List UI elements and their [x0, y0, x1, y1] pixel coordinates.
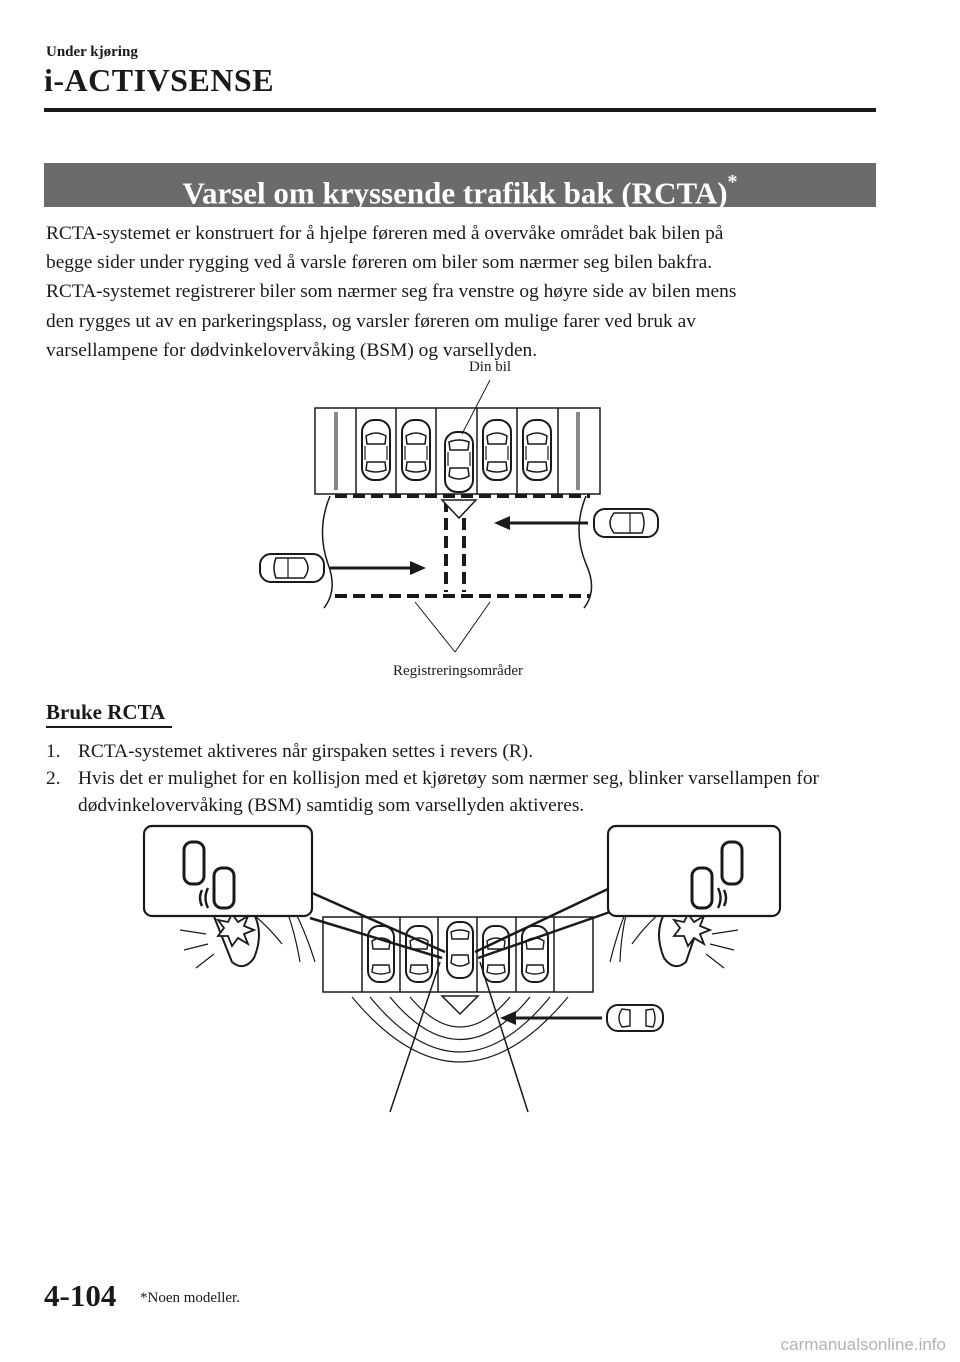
bsm-warning-diagram: [140, 822, 790, 1122]
step-number: 2.: [46, 768, 61, 789]
steps-list: [46, 738, 876, 819]
intro-line: RCTA-systemet registrerer biler som nærmer seg fra venstre og høyre side av bilen mens: [46, 281, 737, 303]
parked-car: [483, 420, 511, 480]
road-edge: [579, 496, 592, 608]
own-car: [447, 922, 473, 978]
footnote: *Noen modeller.: [140, 1290, 240, 1306]
road-edge: [322, 496, 332, 608]
leader-line: [415, 602, 455, 652]
leader-line: [455, 602, 490, 652]
parked-car: [402, 420, 430, 480]
parked-car: [362, 420, 390, 480]
subheading: Bruke RCTA: [46, 700, 166, 724]
right-mirror-callout: [608, 826, 780, 968]
subheading-underline: [46, 726, 172, 728]
parked-car: [368, 926, 394, 982]
detection-zone-diagram: [240, 350, 700, 690]
reverse-arrow: [442, 996, 478, 1014]
label-own-car: Din bil: [468, 359, 512, 375]
label-detection-zones: Registreringsområder: [393, 663, 523, 679]
page-number: 4-104: [44, 1278, 117, 1313]
page-title: Varsel om kryssende trafikk bak (RCTA): [182, 175, 728, 211]
chapter-rule: [44, 108, 876, 112]
approaching-car-right: [594, 509, 658, 537]
list-item: [46, 765, 876, 819]
step-number: 1.: [46, 741, 61, 762]
list-item: [46, 738, 876, 765]
parked-car: [523, 420, 551, 480]
intro-paragraph: [46, 219, 876, 365]
intro-line: begge sider under rygging ved å varsle føreren om biler som nærmer seg bilen bakfra.: [46, 252, 713, 274]
left-mirror-callout: [144, 826, 315, 968]
approaching-car: [607, 1005, 663, 1031]
intro-line: RCTA-systemet er konstruert for å hjelpe føreren med å overvåke området bak bilen på: [46, 223, 724, 244]
watermark: carmanualsonline.info: [780, 1335, 946, 1354]
step-text: Hvis det er mulighet for en kollisjon med et kjøretøy som nærmer seg, blinker varsellampen for dødvinkelovervåking (BSM) samtidig som varsellyden aktiveres.: [78, 768, 819, 816]
own-car: [445, 432, 473, 492]
section-label: Under kjøring: [46, 44, 138, 60]
step-text: RCTA-systemet aktiveres når girspaken settes i revers (R).: [78, 741, 534, 762]
approaching-car-left: [260, 554, 324, 582]
intro-line: den rygges ut av en parkeringsplass, og varsler føreren om mulige farer ved bruk av: [46, 310, 696, 332]
intro-line: varsellampene for dødvinkelovervåking (BSM) og varsellyden.: [46, 339, 538, 361]
footnote-marker: *: [727, 171, 738, 193]
chapter-title: i-ACTIVSENSE: [44, 62, 275, 98]
title-banner: [44, 163, 876, 211]
